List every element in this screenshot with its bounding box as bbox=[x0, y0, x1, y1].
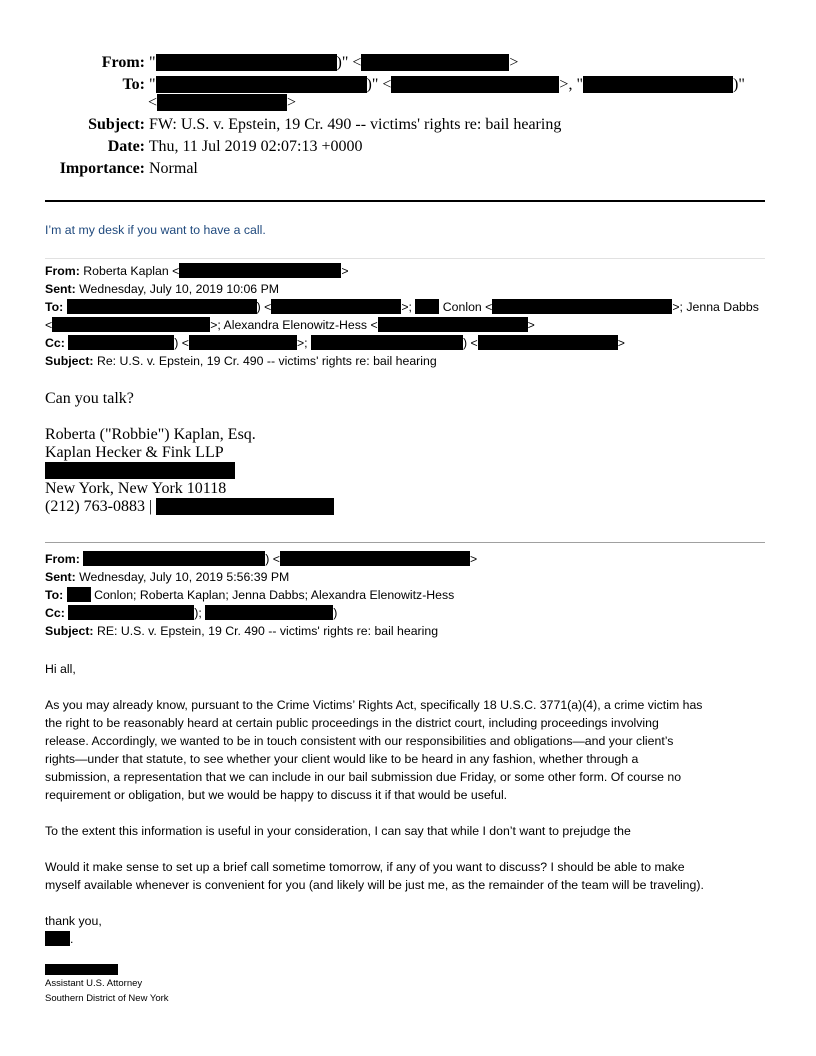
para1-line: rights—under that statute, to see whether your client would like to be heard in any fashion, whether through a bbox=[45, 752, 639, 766]
from-label: From: bbox=[101, 54, 145, 71]
para3-line: Would it make sense to set up a brief call sometime tomorrow, if any of you want to discuss? I should be able to make bbox=[45, 860, 685, 874]
text: > bbox=[341, 264, 349, 278]
header-subject bbox=[45, 116, 561, 134]
para1-line: requirement or obligation, but we would be happy to discuss it if that would be useful. bbox=[45, 788, 508, 802]
text: > bbox=[527, 318, 535, 332]
redaction bbox=[156, 498, 334, 515]
redaction bbox=[583, 76, 733, 93]
text: RE: U.S. v. Epstein, 19 Cr. 490 -- victims' rights re: bail hearing bbox=[96, 624, 439, 638]
redaction bbox=[361, 54, 509, 71]
date-label: Date: bbox=[107, 138, 145, 155]
subject-label: Subject: bbox=[88, 116, 145, 133]
redaction bbox=[311, 335, 463, 350]
text: < bbox=[45, 318, 53, 332]
msg1-to-cont bbox=[45, 316, 535, 334]
text: > bbox=[617, 336, 625, 350]
text: < bbox=[148, 94, 158, 111]
msg2-cc bbox=[45, 604, 337, 622]
closing: thank you, bbox=[45, 914, 102, 928]
label: Subject: bbox=[45, 624, 94, 638]
text: ) < bbox=[265, 552, 280, 566]
redaction bbox=[189, 335, 297, 350]
sig-address bbox=[45, 462, 235, 480]
redaction bbox=[378, 317, 528, 332]
text: >; Alexandra Elenowitz-Hess < bbox=[210, 318, 378, 332]
divider bbox=[45, 542, 765, 543]
text: )" < bbox=[366, 76, 392, 93]
text: Roberta Kaplan < bbox=[83, 264, 180, 278]
redaction bbox=[67, 299, 257, 314]
label: Cc: bbox=[45, 336, 65, 350]
text: >, " bbox=[559, 76, 583, 93]
text: (212) 763-0883 | bbox=[45, 498, 153, 515]
date-value: Thu, 11 Jul 2019 02:07:13 +0000 bbox=[148, 138, 363, 155]
text: > bbox=[469, 552, 478, 566]
redaction bbox=[67, 587, 91, 602]
text: ) < bbox=[256, 300, 272, 314]
top-message: I’m at my desk if you want to have a call. bbox=[45, 223, 266, 237]
redaction bbox=[271, 299, 401, 314]
text: Wednesday, July 10, 2019 10:06 PM bbox=[79, 282, 280, 296]
redaction bbox=[415, 299, 439, 314]
text: >; Jenna Dabbs bbox=[672, 300, 759, 314]
para1-line: As you may already know, pursuant to the Crime Victims’ Rights Act, specifically 18 U.S.C. 3771(a)(4), a crime victim has bbox=[45, 698, 703, 712]
redaction bbox=[68, 605, 194, 620]
msg2-from bbox=[45, 550, 477, 568]
redaction bbox=[280, 551, 470, 566]
divider bbox=[45, 258, 765, 259]
label: Sent: bbox=[45, 282, 76, 296]
to-label: To: bbox=[122, 76, 145, 93]
para1-line: release. Accordingly, we wanted to be in touch consistent with our responsibilities and obligations—and your client’s bbox=[45, 734, 674, 748]
redaction bbox=[478, 335, 618, 350]
importance-value: Normal bbox=[149, 160, 198, 177]
msg1-subject bbox=[45, 352, 437, 370]
text: ) < bbox=[174, 336, 189, 350]
redaction bbox=[45, 462, 235, 479]
text: Conlon; Roberta Kaplan; Jenna Dabbs; Alexandra Elenowitz-Hess bbox=[94, 588, 455, 602]
redaction bbox=[45, 964, 118, 975]
label: To: bbox=[45, 300, 64, 314]
text: >; bbox=[296, 336, 308, 350]
para2: To the extent this information is useful in your consideration, I can say that while I don’t want to prejudge the bbox=[45, 824, 631, 838]
sig-name: Roberta ("Robbie") Kaplan, Esq. bbox=[45, 426, 256, 443]
redaction bbox=[156, 76, 367, 93]
text: )" < bbox=[336, 54, 362, 71]
redaction bbox=[157, 94, 287, 111]
msg1-sent bbox=[45, 280, 279, 298]
text: " bbox=[149, 76, 156, 93]
greeting: Hi all, bbox=[45, 662, 76, 676]
text: ); bbox=[194, 606, 202, 620]
text: Conlon < bbox=[442, 300, 493, 314]
msg1-from bbox=[45, 262, 349, 280]
sig-phone bbox=[45, 498, 334, 516]
redaction bbox=[83, 551, 265, 566]
msg1-body: Can you talk? bbox=[45, 390, 134, 407]
label: From: bbox=[45, 552, 80, 566]
msg2-subject bbox=[45, 622, 438, 640]
label: Sent: bbox=[45, 570, 76, 584]
redaction bbox=[205, 605, 333, 620]
text: ) bbox=[333, 606, 338, 620]
sig-title: Assistant U.S. Attorney bbox=[45, 978, 143, 989]
header-date bbox=[45, 138, 362, 156]
label: Subject: bbox=[45, 354, 94, 368]
redaction bbox=[179, 263, 341, 278]
text: Wednesday, July 10, 2019 5:56:39 PM bbox=[79, 570, 290, 584]
text: >; bbox=[401, 300, 412, 314]
sig-firm: Kaplan Hecker & Fink LLP bbox=[45, 444, 224, 461]
text: " bbox=[149, 54, 156, 71]
text: > bbox=[287, 94, 297, 111]
header-to-cont bbox=[148, 94, 296, 112]
redaction bbox=[52, 317, 210, 332]
label: To: bbox=[45, 588, 64, 602]
text: ) < bbox=[462, 336, 478, 350]
header-to bbox=[45, 76, 745, 94]
redaction bbox=[492, 299, 672, 314]
redaction bbox=[68, 335, 174, 350]
text: )" bbox=[732, 76, 745, 93]
msg1-cc bbox=[45, 334, 625, 352]
para3-line: myself available whenever is convenient for you (and likely will be just me, as the remainder of the team will be traveling). bbox=[45, 878, 704, 892]
sig-city: New York, New York 10118 bbox=[45, 480, 227, 497]
msg2-to bbox=[45, 586, 454, 604]
msg1-to bbox=[45, 298, 759, 316]
closing-name bbox=[45, 930, 73, 948]
redaction bbox=[156, 54, 337, 71]
text: Re: U.S. v. Epstein, 19 Cr. 490 -- victims' rights re: bail hearing bbox=[96, 354, 437, 368]
redaction bbox=[391, 76, 559, 93]
label: Cc: bbox=[45, 606, 65, 620]
header-importance bbox=[45, 160, 198, 178]
subject-value: FW: U.S. v. Epstein, 19 Cr. 490 -- victims' rights re: bail hearing bbox=[149, 116, 562, 133]
msg2-sent bbox=[45, 568, 289, 586]
sig-office: Southern District of New York bbox=[45, 993, 169, 1004]
redaction bbox=[45, 931, 70, 946]
importance-label: Importance: bbox=[59, 160, 145, 177]
text: > bbox=[509, 54, 519, 71]
para1-line: the right to be reasonably heard at certain public proceedings in the district court, including proceedings involving bbox=[45, 716, 659, 730]
header-from bbox=[45, 54, 518, 72]
divider bbox=[45, 200, 765, 202]
para1-line: submission, a representation that we can include in our bail submission due Friday, or some other form. Of course no bbox=[45, 770, 682, 784]
text: . bbox=[70, 932, 74, 946]
label: From: bbox=[45, 264, 80, 278]
